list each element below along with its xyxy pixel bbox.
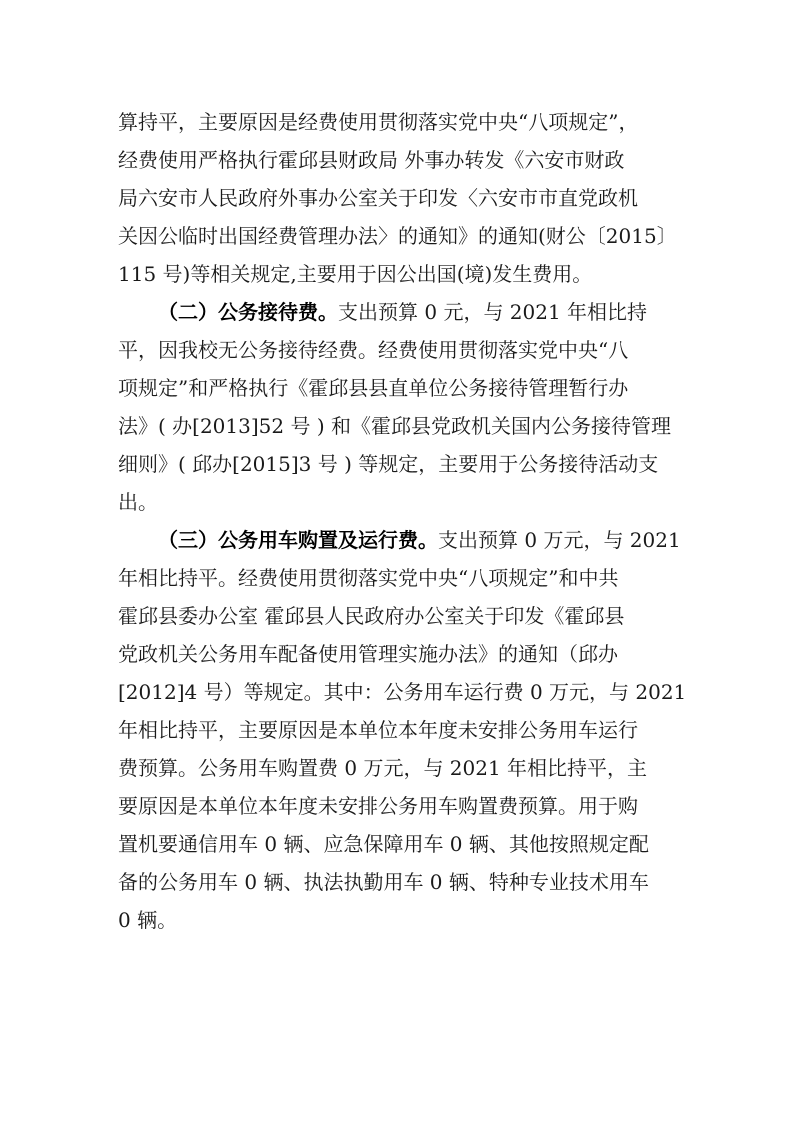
paragraph-line: 要原因是本单位本年度未安排公务用车购置费预算。用于购 (118, 794, 638, 818)
paragraph-line: 算持平，主要原因是经费使用贯彻落实党中央“八项规定”， (118, 110, 639, 134)
paragraph-line: 年相比持平，主要原因是本单位本年度未安排公务用车运行 (118, 718, 638, 742)
paragraph-first-line (118, 521, 688, 559)
paragraph-line: 平，因我校无公务接待经费。经费使用贯彻落实党中央“八 (118, 338, 629, 362)
paragraph-text: 支出预算 0 万元，与 2021 (438, 528, 681, 552)
document-body (118, 103, 688, 939)
paragraph-line: 备的公务用车 0 辆、执法执勤用车 0 辆、特种专业技术用车 (118, 870, 649, 894)
paragraph-line: 关因公临时出国经费管理办法〉的通知》的通知(财公〔2015〕 (118, 224, 677, 248)
paragraph-line: 费预算。公务用车购置费 0 万元，与 2021 年相比持平，主 (118, 756, 648, 780)
paragraph-line: 局六安市人民政府外事办公室关于印发〈六安市市直党政机 (118, 186, 638, 210)
paragraph-line: 法》( 办[2013]52 号 ) 和《霍邱县党政机关国内公务接待管理 (118, 414, 671, 438)
paragraph-line: 霍邱县委办公室 霍邱县人民政府办公室关于印发《霍邱县 (118, 604, 625, 628)
intro-paragraph (118, 103, 688, 293)
paragraph-line: 115 号)等相关规定,主要用于因公出国(境)发生费用。 (118, 262, 593, 286)
paragraph-first-line (118, 293, 688, 331)
section-heading: （二）公务接待费。 (158, 300, 338, 324)
paragraph-text: 支出预算 0 元，与 2021 年相比持 (338, 300, 648, 324)
paragraph-line: 年相比持平。经费使用贯彻落实党中央“八项规定”和中共 (118, 566, 619, 590)
paragraph-line: 项规定”和严格执行《霍邱县县直单位公务接待管理暂行办 (118, 376, 629, 400)
paragraph-line: 经费使用严格执行霍邱县财政局 外事办转发《六安市财政 (118, 148, 625, 172)
paragraph-line: 置机要通信用车 0 辆、应急保障用车 0 辆、其他按照规定配 (118, 832, 649, 856)
paragraph-line: [2012]4 号）等规定。其中：公务用车运行费 0 万元，与 2021 (118, 680, 687, 704)
paragraph-line: 党政机关公务用车配备使用管理实施办法》的通知（邱办 (118, 642, 618, 666)
paragraph-line: 细则》( 邱办[2015]3 号 ) 等规定，主要用于公务接待活动支 (118, 452, 659, 476)
paragraph-line: 0 辆。 (118, 908, 178, 932)
paragraph-line: 出。 (118, 490, 158, 514)
section-reception-expense (118, 293, 688, 521)
section-heading: （三）公务用车购置及运行费。 (158, 528, 438, 552)
section-vehicle-expense (118, 521, 688, 939)
